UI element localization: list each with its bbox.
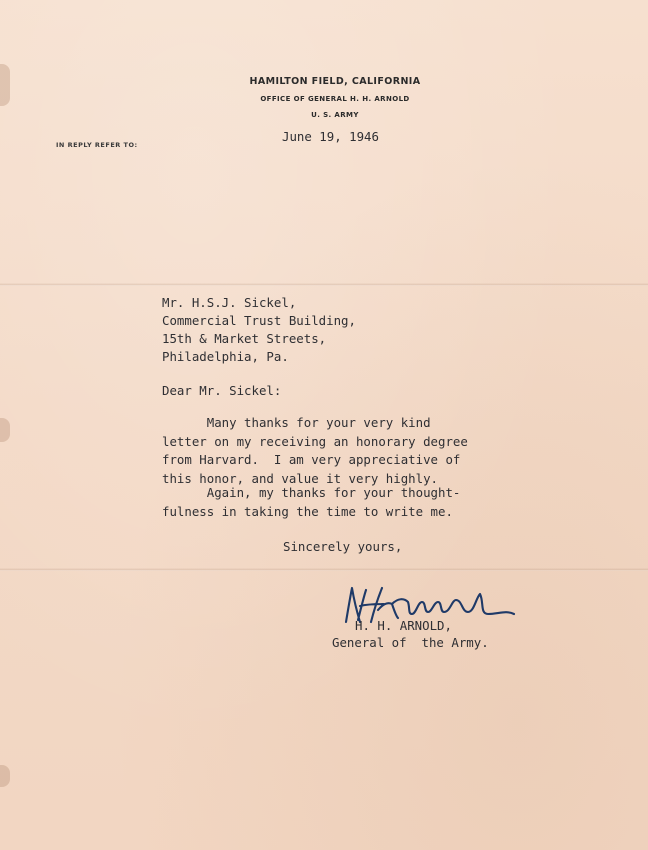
body-paragraph-2: Again, my thanks for your thought- fulness in taking the time to write me. xyxy=(162,485,461,519)
edge-wear xyxy=(0,765,10,787)
recipient-building: Commercial Trust Building, xyxy=(162,313,356,328)
recipient-street: 15th & Market Streets, xyxy=(162,331,327,346)
letter-date: June 19, 1946 xyxy=(282,129,379,144)
signer-title: General of the Army. xyxy=(332,635,489,650)
closing: Sincerely yours, xyxy=(283,539,403,554)
letterhead-location: HAMILTON FIELD, CALIFORNIA xyxy=(249,76,421,87)
salutation: Dear Mr. Sickel: xyxy=(162,383,282,398)
reply-refer-label: IN REPLY REFER TO: xyxy=(56,141,138,149)
edge-wear xyxy=(0,418,10,442)
paper-fold-line xyxy=(0,568,648,571)
edge-wear xyxy=(0,64,10,106)
letterhead-branch: U. S. ARMY xyxy=(311,111,359,119)
paper-fold-line xyxy=(0,283,648,286)
recipient-name: Mr. H.S.J. Sickel, xyxy=(162,295,297,310)
recipient-city: Philadelphia, Pa. xyxy=(162,349,289,364)
signer-name: H. H. ARNOLD, xyxy=(355,618,452,633)
body-paragraph-1: Many thanks for your very kind letter on my receiving an honorary degree from Harvard. I am very appreciative of this honor, and value it very highly. xyxy=(162,415,468,486)
letterhead-office: OFFICE OF GENERAL H. H. ARNOLD xyxy=(260,95,410,103)
